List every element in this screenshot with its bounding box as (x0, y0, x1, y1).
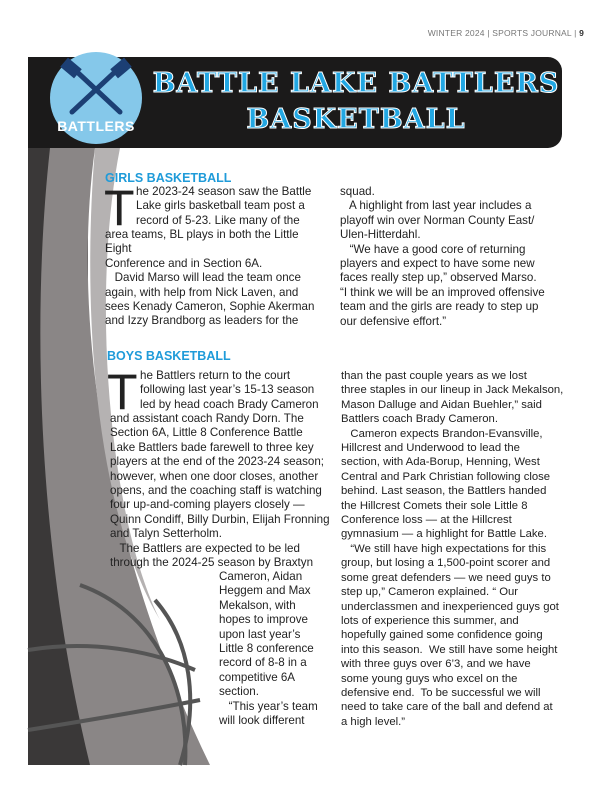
text-line: again, with help from Nick Laven, and (105, 285, 299, 299)
text-line: players at the end of the 2023-24 season; (110, 455, 324, 469)
text-line: gymnasium — a highlight for Battle Lake. (341, 528, 547, 541)
text-line: hopes to improve (219, 613, 308, 627)
text-line: he 2023-24 season saw the Battle (136, 185, 312, 198)
girls-dropcap: T (104, 180, 135, 236)
logo-text: BATTLERS (57, 118, 135, 134)
text-line: following last year’s 15-13 season (140, 383, 315, 397)
text-line: upon last year’s (219, 627, 301, 641)
text-line: players and expect to have some new (340, 257, 535, 271)
text-line: “I think we will be an improved offensive (340, 285, 545, 299)
text-line: some young guys who excel on the (341, 672, 518, 685)
text-line: David Marso will lead the team once (105, 271, 301, 285)
text-line: squad. (340, 185, 375, 198)
text-line: need to take care of the ball and defend at (341, 701, 553, 714)
page-title (150, 66, 562, 138)
text-line: faces really step up,” observed Marso. (340, 271, 537, 285)
text-line: playoff win over Norman County East/ (340, 213, 535, 227)
text-line: four up-and-coming players closely — (110, 498, 305, 512)
text-line: step up,” Cameron explained. “ Our (341, 586, 519, 599)
text-line: defensive end. To be successful we will (341, 686, 541, 699)
text-line: Mekalson, with (219, 598, 296, 612)
text-line: behind. Last season, the Battlers handed (341, 485, 547, 498)
text-line: Central and Park Christian following close (341, 470, 551, 483)
text-line: a high level.” (341, 715, 406, 728)
title-line-2: BASKETBALL (246, 104, 466, 135)
text-line: lots of experience this summer, and (341, 614, 519, 627)
text-line: will look different (219, 714, 305, 728)
text-line: Little 8 conference (219, 642, 314, 656)
text-line: section. (219, 685, 259, 699)
battlers-logo (50, 52, 142, 144)
text-line: Battlers coach Brady Cameron. (341, 413, 498, 426)
text-line: Heggem and Max (219, 584, 311, 598)
text-line: Conference loss — at the Hillcrest (341, 514, 512, 527)
girls-intro (136, 185, 311, 228)
text-line: and assistant coach Randy Dorn. The (110, 412, 304, 425)
text-line: with three guys over 6’3, and we have (341, 658, 531, 671)
girls-heading: GIRLS BASKETBALL (105, 171, 232, 185)
text-line: “We still have high expectations for this (341, 542, 547, 555)
text-line: Ulen-Hitterdahl. (340, 228, 421, 242)
text-line: through the 2024-25 season by Braxtyn (110, 556, 314, 570)
page-number: 9 (579, 28, 584, 38)
boys-left-narrow (219, 570, 318, 728)
text-line: underclassmen and inexperienced guys got (341, 600, 559, 613)
text-line: he Battlers return to the court (140, 369, 291, 382)
text-line: into this season. We still have some height (341, 643, 558, 656)
text-line: “This year’s team (219, 699, 318, 713)
text-line: and Izzy Brandborg as leaders for the (105, 314, 299, 328)
text-line: hopefully gained some confidence going (341, 629, 543, 642)
boys-left-column (110, 412, 330, 570)
text-line: led by head coach Brady Cameron (140, 397, 319, 411)
boys-right-column (341, 369, 563, 729)
text-line: area teams, BL plays in both the Little (105, 228, 299, 241)
text-line: Eight (105, 242, 132, 256)
girls-left-column (105, 228, 314, 329)
text-line: The Battlers are expected to be led (110, 541, 300, 555)
text-line: Cameron expects Brandon-Evansville, (341, 427, 543, 440)
text-line: group, but losing a 1,500-point scorer and (341, 557, 551, 570)
text-line: our defensive effort.” (340, 314, 447, 328)
girls-right-column (340, 185, 545, 329)
boys-intro (140, 369, 319, 412)
text-line: opens, and the coaching staff is watching (110, 484, 322, 498)
text-line: and Talyn Setterholm. (110, 527, 222, 541)
text-line: the Hillcrest Comets their sole Little 8 (341, 499, 528, 512)
text-line: Quinn Condiff, Billy Durbin, Elijah Fronning (110, 512, 330, 526)
text-line: Lake Battlers bade farewell to three key (110, 440, 314, 454)
text-line: record of 8-8 in a (219, 656, 307, 670)
text-line: some great defenders — we need guys to (341, 571, 551, 584)
text-line: competitive 6A (219, 670, 296, 684)
text-line: Conference and in Section 6A. (105, 256, 263, 270)
text-line: record of 5-23. Like many of the (136, 213, 300, 227)
text-line: however, when one door closes, another (110, 469, 319, 483)
text-line: section, with Ada-Borup, Henning, West (341, 456, 540, 469)
text-line: Hillcrest and Underwood to lead the (341, 442, 520, 455)
title-line-1: BATTLE LAKE BATTLERS (152, 68, 560, 99)
text-line: three staples in our lineup in Jack Mekalson, (341, 384, 564, 397)
text-line: team and the girls are ready to step up (340, 300, 539, 314)
text-line: than the past couple years as we lost (341, 370, 527, 382)
boys-heading: BOYS BASKETBALL (107, 349, 231, 363)
text-line: Cameron, Aidan (219, 570, 303, 583)
text-line: Lake girls basketball team post a (136, 199, 305, 213)
boys-dropcap: T (107, 364, 138, 420)
text-line: A highlight from last year includes a (340, 199, 532, 213)
text-line: “We have a good core of returning (340, 242, 526, 256)
text-line: Mason Dalluge and Aidan Buehler,” said (341, 398, 542, 411)
text-line: Section 6A, Little 8 Conference Battle (110, 426, 303, 440)
text-line: sees Kenady Cameron, Sophie Akerman (105, 300, 315, 314)
folio-text: WINTER 2024 | SPORTS JOURNAL | (427, 28, 580, 38)
